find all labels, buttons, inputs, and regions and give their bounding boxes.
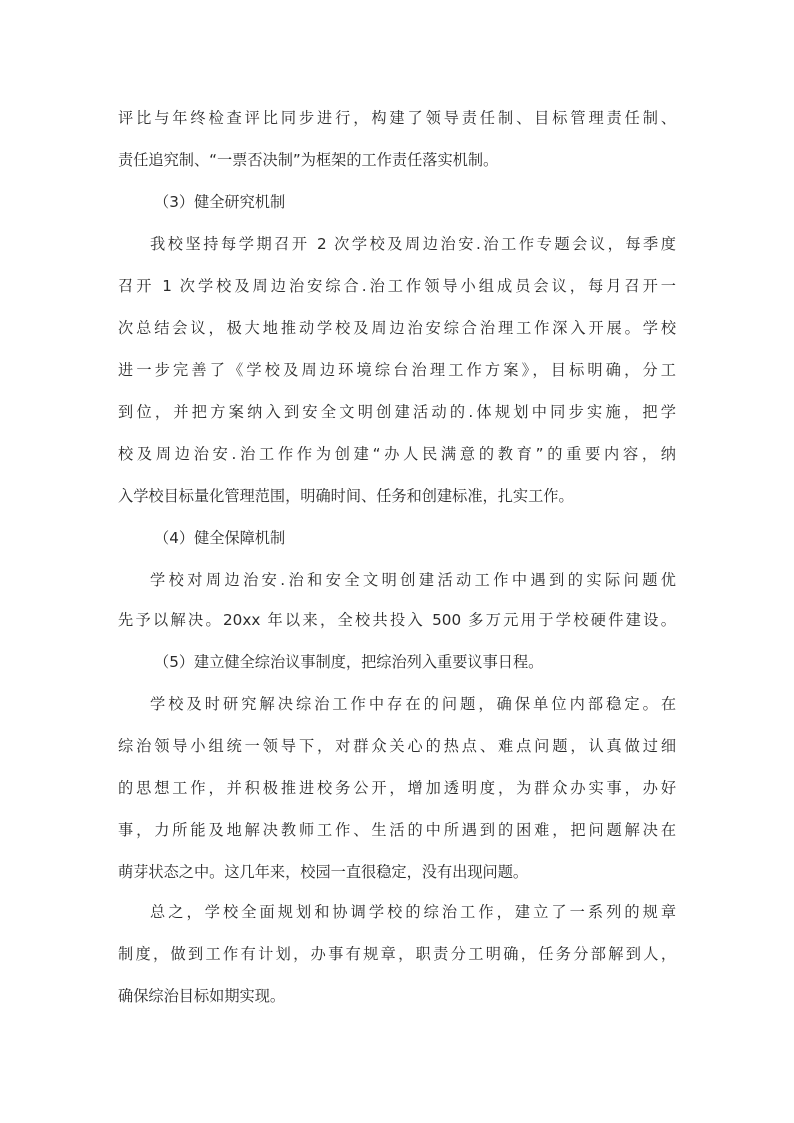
body-text-line: 到位，并把方案纳入到安全文明创建活动的.体规划中同步实施，把学 xyxy=(118,403,676,421)
body-text-line: 进一步完善了《学校及周边环境综台治理工作方案》，目标明确，分工 xyxy=(118,361,676,379)
body-text-line: 次总结会议，极大地推动学校及周边治安综合治理工作深入开展。学校 xyxy=(118,319,676,337)
body-text-line: 萌芽状态之中。这几年来，校园一直很稳定，没有出现问题。 xyxy=(118,863,529,881)
body-text-line: 学校对周边治安.治和安全文明创建活动工作中遇到的实际问题优 xyxy=(150,571,676,589)
body-text-line: 责任追究制、“一票否决制”为框架的工作责任落实机制。 xyxy=(118,151,499,169)
section-heading: （5）建立健全综治议事制度，把综治列入重要议事日程。 xyxy=(154,653,544,671)
body-text-line: 学校及时研究解决综治工作中存在的问题，确保单位内部稳定。在 xyxy=(150,695,676,713)
body-text-line: 制度，做到工作有计划，办事有规章，职责分工明确，任务分部解到人， xyxy=(118,945,676,963)
body-text-line: 评比与年终检查评比同步进行，构建了领导责任制、目标管理责任制、 xyxy=(118,109,676,127)
body-text-line: 的思想工作，并积极推进校务公开，增加透明度，为群众办实事，办好 xyxy=(118,779,676,797)
body-text-line: 总之，学校全面规划和协调学校的综治工作，建立了一系列的规章 xyxy=(150,903,676,921)
body-text-line: 校及周边治安.治工作作为创建“办人民满意的教育”的重要内容，纳 xyxy=(118,445,676,463)
body-text-line: 召开 1 次学校及周边治安综合.治工作领导小组成员会议，每月召开一 xyxy=(118,277,676,295)
body-text-line: 综治领导小组统一领导下，对群众关心的热点、难点问题，认真做过细 xyxy=(118,737,676,755)
body-text-line: 确保综治目标如期实现。 xyxy=(118,987,286,1005)
section-heading: （3）健全研究机制 xyxy=(154,193,286,211)
body-text-line: 我校坚持每学期召开 2 次学校及周边治安.治工作专题会议，每季度 xyxy=(150,235,676,253)
body-text-line: 入学校目标量化管理范围，明确时间、任务和创建标准，扎实工作。 xyxy=(118,487,574,505)
section-heading: （4）健全保障机制 xyxy=(154,529,286,547)
body-text-line: 先予以解决。20xx 年以来，全校共投入 500 多万元用于学校硬件建设。 xyxy=(118,611,676,629)
body-text-line: 事，力所能及地解决教师工作、生活的中所遇到的困难，把问题解决在 xyxy=(118,821,676,839)
